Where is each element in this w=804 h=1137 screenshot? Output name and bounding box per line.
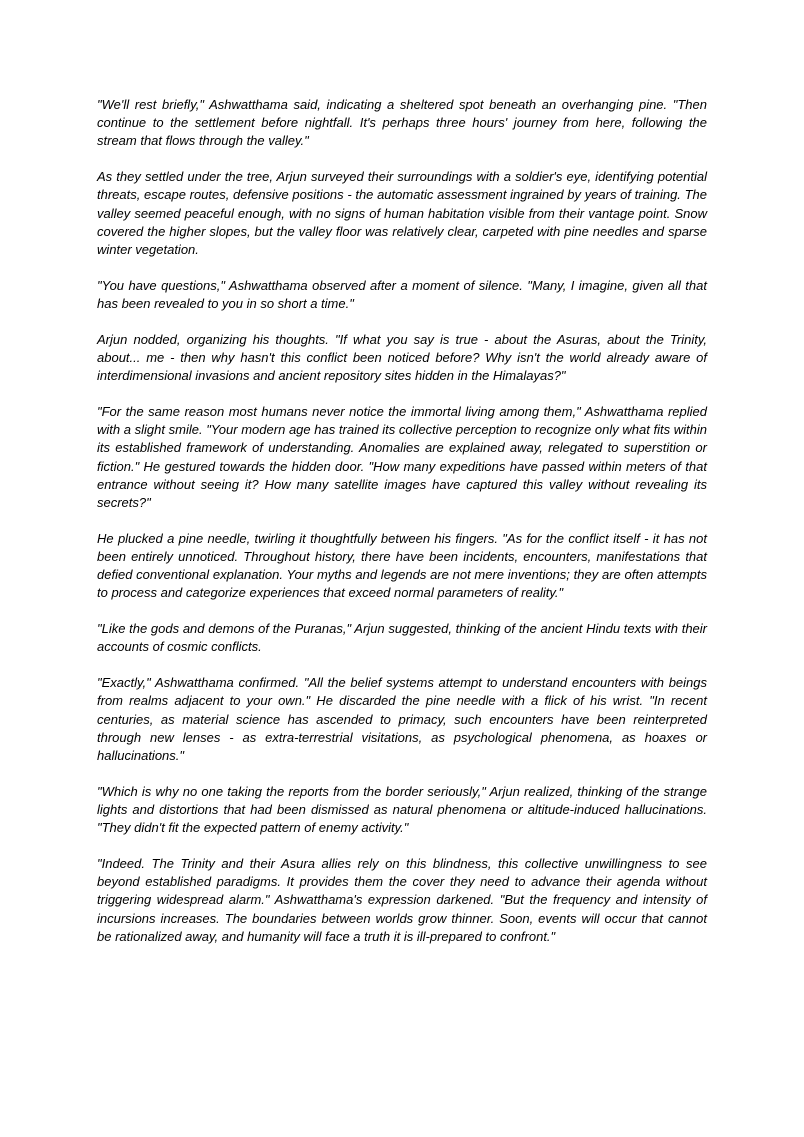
document-page (97, 96, 707, 964)
paragraph: "We'll rest briefly," Ashwatthama said, indicating a sheltered spot beneath an overhanging pine. "Then continue to the settlement before nightfall. It's perhaps three hours' journey from here, following the stream that flows through the valley." (97, 97, 707, 149)
paragraph: "For the same reason most humans never notice the immortal living among them," Ashwatthama replied with a slight smile. "Your modern age has trained its collective perception to recognize only what fits within its established framework of understanding. Anomalies are explained away, relegated to superstition or fiction." He gestured towards the hidden door. "How many expeditions have passed within meters of that entrance without seeing it? How many satellite images have captured this valley without revealing its secrets?" (97, 404, 707, 511)
paragraph: Arjun nodded, organizing his thoughts. "If what you say is true - about the Asuras, about the Trinity, about... me - then why hasn't this conflict been noticed before? Why isn't the world already aware of interdimensional invasions and ancient repository sites hidden in the Himalayas?" (97, 331, 707, 384)
paragraph: "Like the gods and demons of the Puranas," Arjun suggested, thinking of the ancient Hindu texts with their accounts of cosmic conflicts. (97, 621, 707, 655)
paragraph: "Indeed. The Trinity and their Asura allies rely on this blindness, this collective unwillingness to see beyond established paradigms. It provides them the cover they need to advance their agenda without triggering widespread alarm." Ashwatthama's expression darkened. "But the frequency and intensity of incursions increases. The boundaries between worlds grow thinner. Soon, events will occur that cannot be rationalized away, and humanity will face a truth it is ill-prepared to confront." (97, 856, 707, 944)
paragraph: "Which is why no one taking the reports from the border seriously," Arjun realized, thinking of the strange lights and distortions that had been dismissed as natural phenomena or altitude-induced hallucinations. "They didn't fit the expected pattern of enemy activity." (97, 783, 707, 836)
paragraph: "Exactly," Ashwatthama confirmed. "All the belief systems attempt to understand encounters with beings from realms adjacent to your own." He discarded the pine needle with a flick of his wrist. "In recent centuries, as material science has ascended to primacy, such encounters have been reinterpreted through new lenses - as extra-terrestrial visitations, as psychological phenomena, as hoaxes or hallucinations." (97, 675, 707, 764)
paragraph: He plucked a pine needle, twirling it thoughtfully between his fingers. "As for the conflict itself - it has not been entirely unnoticed. Throughout history, there have been incidents, encounters, manifestations that defied conventional explanation. Your myths and legends are not mere inventions; they are often attempts to process and categorize experiences that exceed normal parameters of reality." (97, 530, 707, 601)
paragraph: As they settled under the tree, Arjun surveyed their surroundings with a soldier's eye, identifying potential threats, escape routes, defensive positions - the automatic assessment ingrained by years of training. The valley seemed peaceful enough, with no signs of human habitation visible from their vantage point. Snow covered the higher slopes, but the valley floor was relatively clear, carpeted with pine needles and sparse winter vegetation. (97, 169, 707, 258)
paragraph: "You have questions," Ashwatthama observed after a moment of silence. "Many, I imagine, given all that has been revealed to you in so short a time." (97, 277, 707, 312)
